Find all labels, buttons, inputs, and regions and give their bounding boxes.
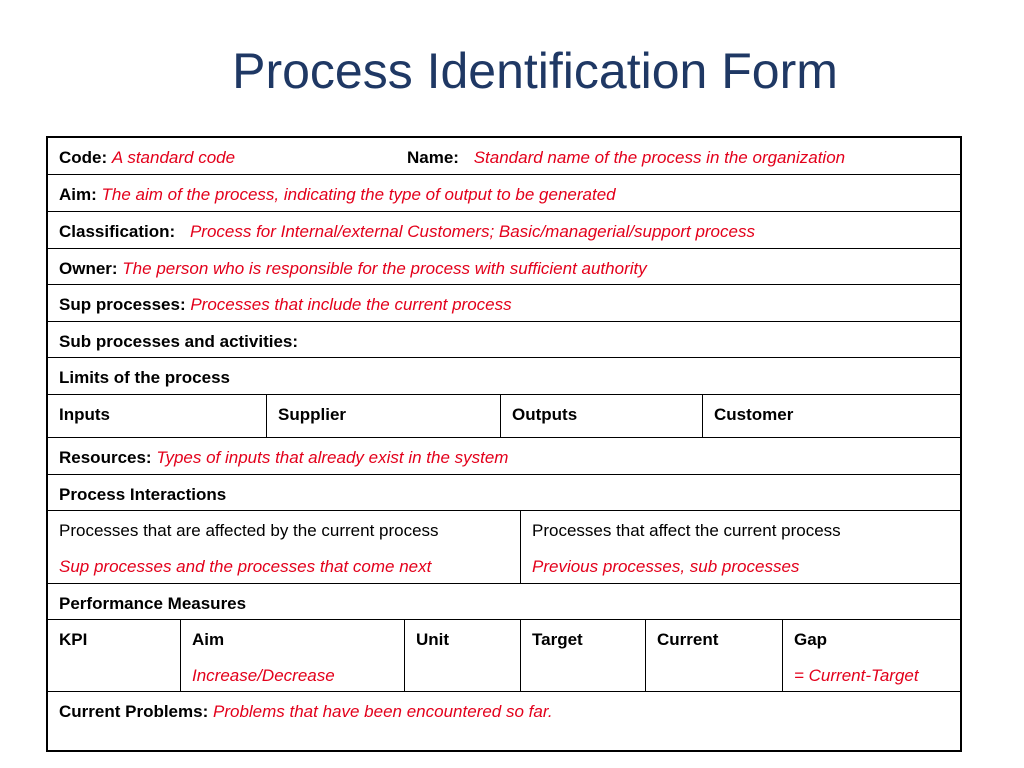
name-label: Name: — [407, 148, 459, 167]
customer-label: Customer — [714, 405, 794, 424]
limits-label: Limits of the process — [59, 368, 230, 387]
current-problems-label: Current Problems: — [59, 702, 209, 721]
kpi-current-cell[interactable] — [646, 620, 783, 691]
sub-processes-row — [48, 322, 960, 358]
kpi-row — [48, 620, 960, 692]
code-label: Code: — [59, 148, 108, 167]
resources-row — [48, 438, 960, 475]
aim-value[interactable]: The aim of the process, indicating the type of output to be generated — [101, 185, 616, 204]
owner-row — [48, 249, 960, 285]
affected-processes-value[interactable]: Sup processes and the processes that come next — [59, 557, 432, 576]
supplier-label: Supplier — [278, 405, 347, 424]
kpi-target-label: Target — [532, 630, 583, 649]
kpi-current-label: Current — [657, 630, 719, 649]
classification-row — [48, 212, 960, 249]
kpi-target-cell[interactable] — [521, 620, 646, 691]
kpi-gap-label: Gap — [794, 630, 828, 649]
owner-value[interactable]: The person who is responsible for the process with sufficient authority — [122, 259, 647, 278]
current-problems-row — [48, 692, 960, 750]
supplier-cell[interactable] — [267, 395, 501, 437]
process-interactions-row — [48, 475, 960, 511]
kpi-unit-cell[interactable] — [405, 620, 521, 691]
sup-processes-row — [48, 285, 960, 322]
resources-value[interactable]: Types of inputs that already exist in the system — [156, 448, 509, 467]
sup-processes-label: Sup processes: — [59, 295, 186, 314]
sub-processes-label: Sub processes and activities: — [59, 332, 299, 351]
inputs-cell[interactable] — [48, 395, 267, 437]
affecting-processes-value[interactable]: Previous processes, sub processes — [532, 557, 800, 576]
process-interactions-label: Process Interactions — [59, 485, 227, 504]
inputs-label: Inputs — [59, 405, 110, 424]
page-title: Process Identification Form — [232, 43, 838, 99]
name-value[interactable]: Standard name of the process in the organization — [473, 148, 846, 167]
resources-label: Resources: — [59, 448, 152, 467]
code-name-row — [48, 138, 960, 175]
performance-measures-row — [48, 584, 960, 620]
owner-label: Owner: — [59, 259, 118, 278]
code-value[interactable]: A standard code — [111, 148, 236, 167]
kpi-gap-cell[interactable] — [783, 620, 960, 691]
kpi-gap-value[interactable]: = Current-Target — [794, 666, 919, 685]
performance-measures-label: Performance Measures — [59, 594, 247, 613]
kpi-aim-label: Aim — [192, 630, 225, 649]
outputs-cell[interactable] — [501, 395, 703, 437]
aim-row — [48, 175, 960, 212]
interactions-detail-row — [48, 511, 960, 584]
kpi-aim-value[interactable]: Increase/Decrease — [192, 666, 335, 685]
affecting-processes-cell[interactable] — [521, 511, 960, 583]
affected-processes-cell[interactable] — [48, 511, 521, 583]
outputs-label: Outputs — [512, 405, 578, 424]
limits-row — [48, 358, 960, 395]
kpi-cell[interactable] — [48, 620, 181, 691]
process-identification-form — [46, 136, 962, 752]
classification-label: Classification: — [59, 222, 176, 241]
kpi-label: KPI — [59, 630, 88, 649]
sup-processes-value[interactable]: Processes that include the current process — [190, 295, 512, 314]
aim-label: Aim: — [59, 185, 97, 204]
kpi-unit-label: Unit — [416, 630, 450, 649]
kpi-aim-cell[interactable] — [181, 620, 405, 691]
current-problems-value[interactable]: Problems that have been encountered so far. — [212, 702, 553, 721]
limits-columns-row — [48, 395, 960, 438]
classification-value[interactable]: Process for Internal/external Customers; Basic/managerial/support process — [189, 222, 755, 241]
affecting-processes-label: Processes that affect the current process — [532, 521, 841, 540]
affected-processes-label: Processes that are affected by the current process — [59, 521, 439, 540]
customer-cell[interactable] — [703, 395, 960, 437]
